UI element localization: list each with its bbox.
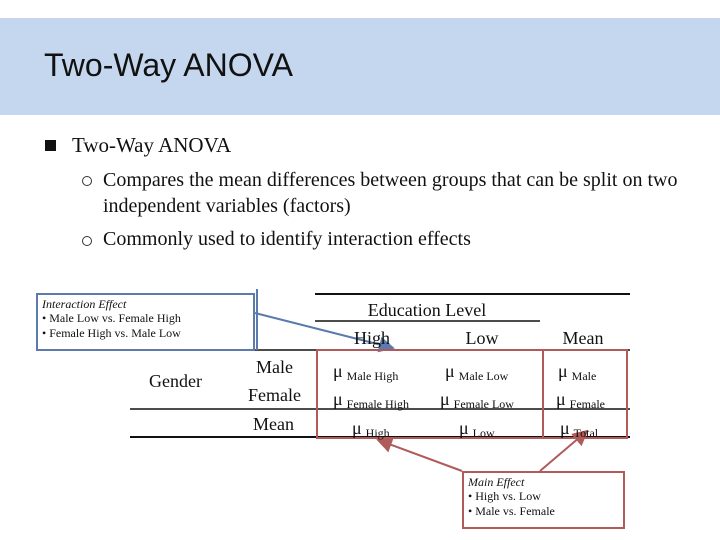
row-label-male: Male xyxy=(256,357,293,377)
mean-cell: μ $_{Low}$ xyxy=(459,418,495,440)
mean-cell: μ $_{Total}$ xyxy=(560,418,599,440)
column-header-low: Low xyxy=(465,328,499,348)
mean-cell: μ $_{Female Low}$ xyxy=(440,389,514,411)
main-effect-box xyxy=(462,471,625,529)
row-factor-label: Gender xyxy=(149,371,202,391)
mean-cell: μ $_{Female}$ xyxy=(556,389,605,411)
mean-cell: μ $_{Male Low}$ xyxy=(445,361,509,383)
mean-cell: μ $_{High}$ xyxy=(352,418,390,440)
main-effect-item: • High vs. Low xyxy=(468,489,541,503)
mean-cell: μ $_{Female High}$ xyxy=(333,389,409,411)
mean-cell: μ $_{Male}$ xyxy=(558,361,597,383)
mean-cell: μ $_{Male High}$ xyxy=(333,361,399,383)
interaction-heading: Interaction Effect xyxy=(42,297,127,311)
column-header-mean: Mean xyxy=(562,328,604,348)
interaction-effect-box xyxy=(36,293,255,351)
interaction-item: • Male Low vs. Female High xyxy=(42,311,181,325)
main-effect-item: • Male vs. Female xyxy=(468,504,555,518)
interaction-item: • Female High vs. Male Low xyxy=(42,326,181,340)
sub-bullet-1: Compares the mean differences between groups that can be split on two independent variables (factors) xyxy=(103,169,678,217)
main-effect-heading: Main Effect xyxy=(468,475,525,489)
row-label-female: Female xyxy=(248,385,301,405)
bullet-main: Two-Way ANOVA xyxy=(72,133,232,157)
interaction-connector xyxy=(256,289,258,350)
main-effect-arrow-left xyxy=(378,440,462,471)
sub-bullet-2: Commonly used to identify interaction effects xyxy=(103,228,471,250)
row-label-mean: Mean xyxy=(253,414,294,434)
column-header-high: High xyxy=(354,328,390,348)
column-factor-label: Education Level xyxy=(367,300,487,320)
slide-title: Two-Way ANOVA xyxy=(44,47,293,83)
